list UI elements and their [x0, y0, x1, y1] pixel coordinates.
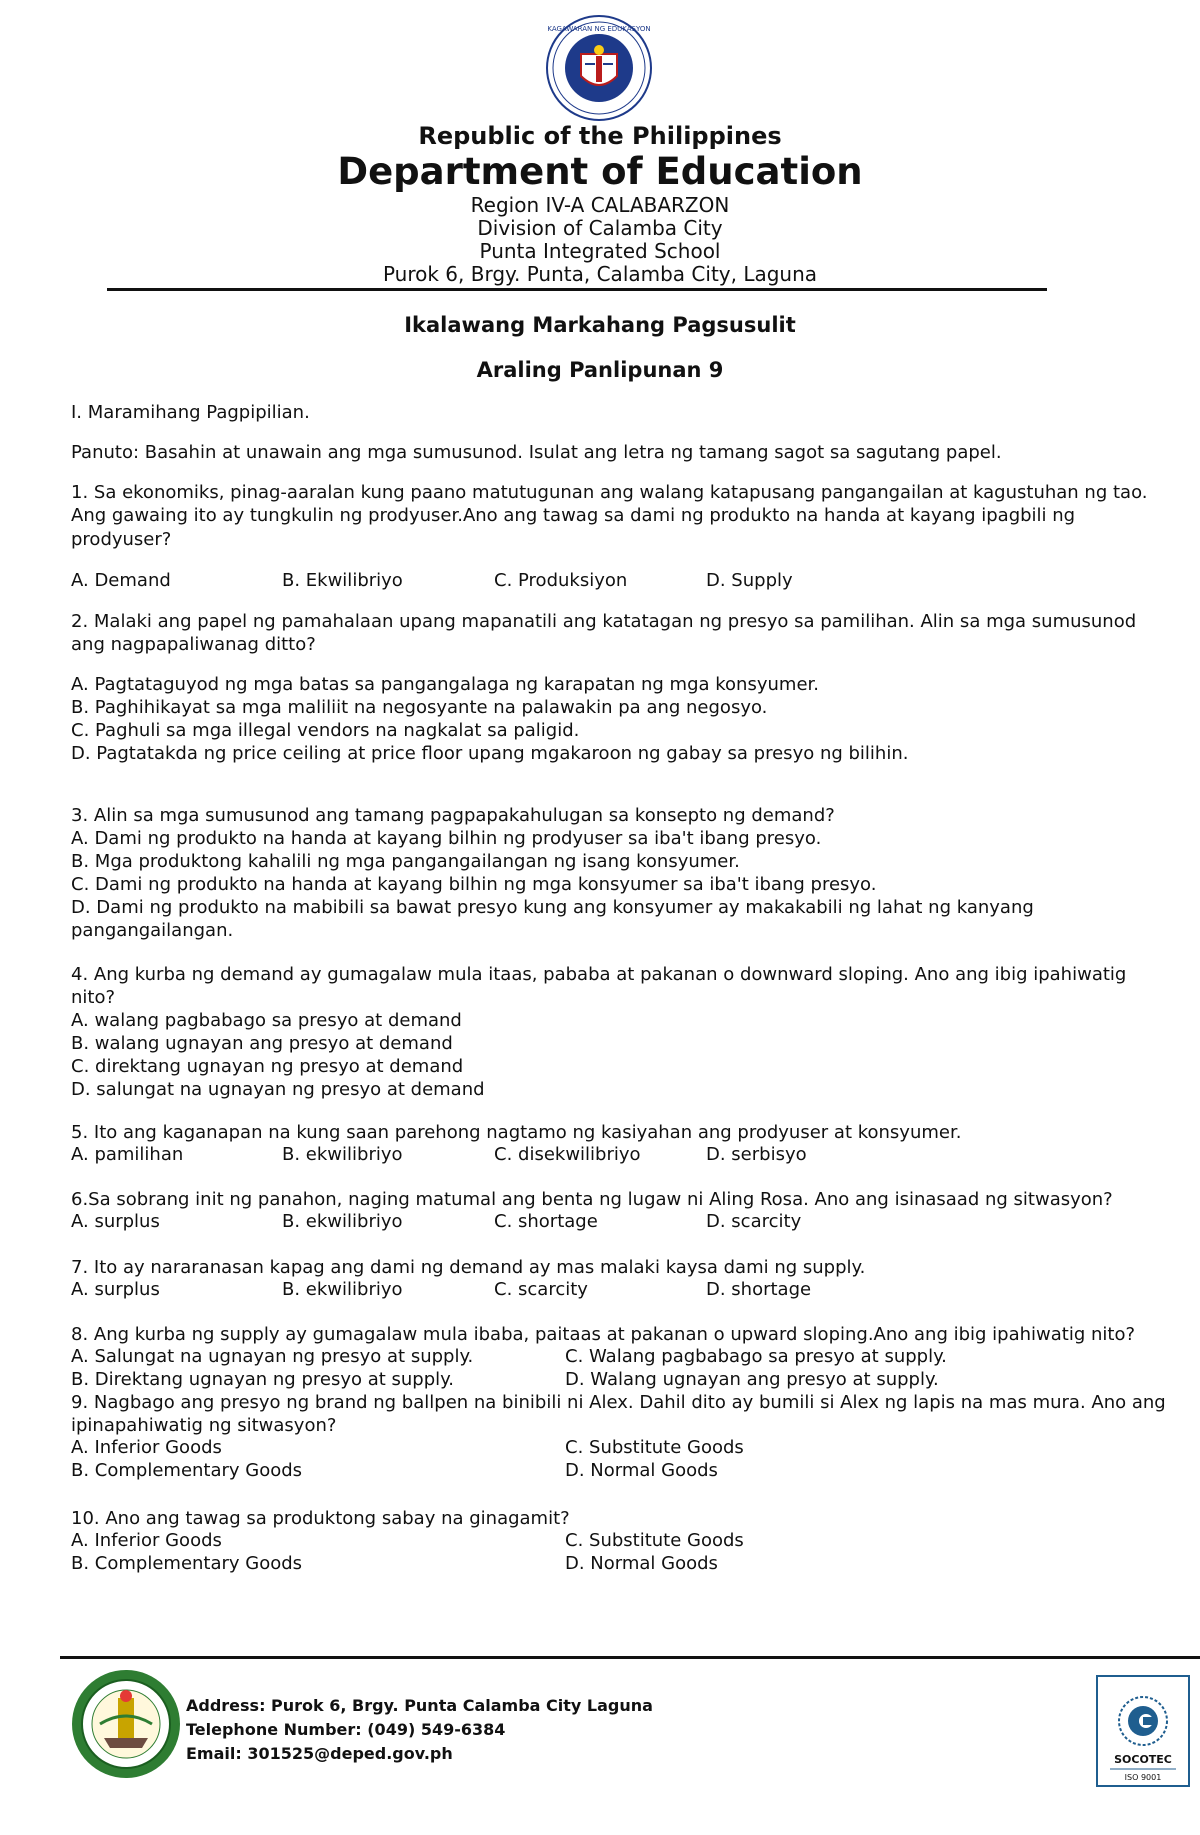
- deped-seal-logo: [545, 14, 653, 122]
- q9-choice-c: C. Substitute Goods: [565, 1437, 744, 1458]
- question-4-line-2: nito?: [71, 987, 116, 1008]
- iso-certification-badge: [1096, 1675, 1190, 1787]
- question-4-line-5: C. direktang ugnayan ng presyo at demand: [71, 1056, 464, 1077]
- q6-choice-c: C. shortage: [494, 1211, 598, 1232]
- q5-choice-a: A. pamilihan: [71, 1144, 184, 1165]
- q2-choice-c: C. Paghuli sa mga illegal vendors na nagkalat sa paligid.: [71, 720, 580, 741]
- question-6-stem: 6.Sa sobrang init ng panahon, naging matumal ang benta ng lugaw ni Aling Rosa. Ano ang isinasaad ng sitwasyon?: [71, 1189, 1113, 1210]
- footer-telephone: Telephone Number: (049) 549-6384: [186, 1720, 506, 1739]
- q7-choice-d: D. shortage: [706, 1279, 812, 1300]
- q6-choice-a: A. surplus: [71, 1211, 160, 1232]
- question-1-line-2: Ang gawaing ito ay tungkulin ng prodyuser.Ano ang tawag sa dami ng produkto na handa at kayang ipagbili ng: [71, 505, 1076, 526]
- footer-divider: [60, 1656, 1200, 1659]
- q8-choice-d: D. Walang ugnayan ang presyo at supply.: [565, 1369, 939, 1390]
- footer-address: Address: Purok 6, Brgy. Punta Calamba City Laguna: [186, 1696, 653, 1715]
- q9-choice-d: D. Normal Goods: [565, 1460, 718, 1481]
- school-line: Punta Integrated School: [479, 239, 721, 263]
- q2-choice-a: A. Pagtataguyod ng mga batas sa pangangalaga ng karapatan ng mga konsyumer.: [71, 674, 819, 695]
- question-3-line-4: C. Dami ng produkto na handa at kayang bilhin ng mga konsyumer sa iba't ibang presyo.: [71, 874, 877, 895]
- question-9-line-2: ipinapahiwatig ng sitwasyon?: [71, 1415, 337, 1436]
- question-8-stem: 8. Ang kurba ng supply ay gumagalaw mula ibaba, paitaas at pakanan o upward sloping.Ano ang ibig ipahiwatig nito?: [71, 1324, 1136, 1345]
- q10-choice-d: D. Normal Goods: [565, 1553, 718, 1574]
- q2-choice-b: B. Paghihikayat sa mga maliliit na negosyante na palawakin pa ang negosyo.: [71, 697, 768, 718]
- q1-choice-c: C. Produksiyon: [494, 570, 628, 591]
- q2-choice-d: D. Pagtatakda ng price ceiling at price floor upang mgakaroon ng gabay sa presyo ng bilihin.: [71, 743, 909, 764]
- q7-choice-a: A. surplus: [71, 1279, 160, 1300]
- question-3-line-2: A. Dami ng produkto na handa at kayang bilhin ng prodyuser sa iba't ibang presyo.: [71, 828, 822, 849]
- region-line: Region IV-A CALABARZON: [470, 193, 730, 217]
- question-10-stem: 10. Ano ang tawag sa produktong sabay na ginagamit?: [71, 1508, 570, 1529]
- question-4-line-3: A. walang pagbabago sa presyo at demand: [71, 1010, 462, 1031]
- question-9-line-1: 9. Nagbago ang presyo ng brand ng ballpen na binibili ni Alex. Dahil dito ay bumili si Alex ng lapis na mas mura. Ano ang: [71, 1392, 1166, 1413]
- svg-text:KAGAWARAN NG EDUKASYON: KAGAWARAN NG EDUKASYON: [547, 25, 651, 33]
- q1-choice-a: A. Demand: [71, 570, 171, 591]
- q10-choice-c: C. Substitute Goods: [565, 1530, 744, 1551]
- question-3-line-1: 3. Alin sa mga sumusunod ang tamang pagpapakahulugan sa konsepto ng demand?: [71, 805, 835, 826]
- q6-choice-b: B. ekwilibriyo: [282, 1211, 403, 1232]
- question-2-line-2: ang nagpapaliwanag ditto?: [71, 634, 316, 655]
- department-heading: Department of Education: [337, 150, 863, 193]
- q9-choice-b: B. Complementary Goods: [71, 1460, 303, 1481]
- q9-choice-a: A. Inferior Goods: [71, 1437, 222, 1458]
- question-3-line-5: D. Dami ng produkto na mabibili sa bawat presyo kung ang konsyumer ay makakabili ng lahat ng kanyang: [71, 897, 1034, 918]
- q6-choice-d: D. scarcity: [706, 1211, 802, 1232]
- q1-choice-b: B. Ekwilibriyo: [282, 570, 403, 591]
- question-3-line-3: B. Mga produktong kahalili ng mga pangangailangan ng isang konsyumer.: [71, 851, 740, 872]
- q10-choice-a: A. Inferior Goods: [71, 1530, 222, 1551]
- address-line: Purok 6, Brgy. Punta, Calamba City, Laguna: [382, 262, 818, 286]
- exam-title: Ikalawang Markahang Pagsusulit: [404, 313, 796, 337]
- question-4-line-1: 4. Ang kurba ng demand ay gumagalaw mula itaas, pababa at pakanan o downward sloping. Ano ang ibig ipahiwatig: [71, 964, 1127, 985]
- part-label: I. Maramihang Pagpipilian.: [71, 402, 310, 423]
- q7-choice-c: C. scarcity: [494, 1279, 588, 1300]
- socotec-logo-icon: [1098, 1677, 1188, 1785]
- question-5-stem: 5. Ito ang kaganapan na kung saan parehong nagtamo ng kasiyahan ang prodyuser at konsyumer.: [71, 1122, 962, 1143]
- question-7-stem: 7. Ito ay nararanasan kapag ang dami ng demand ay mas malaki kaysa dami ng supply.: [71, 1257, 866, 1278]
- q8-choice-c: C. Walang pagbabago sa presyo at supply.: [565, 1346, 947, 1367]
- iso-standard: ISO 9001: [1124, 1773, 1162, 1782]
- q5-choice-b: B. ekwilibriyo: [282, 1144, 403, 1165]
- question-1-line-1: 1. Sa ekonomiks, pinag-aaralan kung paano matutugunan ang walang katapusang pangangailan at kagustuhan ng tao.: [71, 482, 1148, 503]
- q8-choice-b: B. Direktang ugnayan ng presyo at supply.: [71, 1369, 454, 1390]
- q5-choice-c: C. disekwilibriyo: [494, 1144, 641, 1165]
- school-logo: [70, 1668, 182, 1780]
- q10-choice-b: B. Complementary Goods: [71, 1553, 303, 1574]
- header-divider: [107, 288, 1047, 291]
- question-3-line-6: pangangailangan.: [71, 920, 234, 941]
- q7-choice-b: B. ekwilibriyo: [282, 1279, 403, 1300]
- iso-brand: SOCOTEC: [1114, 1753, 1172, 1766]
- subject-title: Araling Panlipunan 9: [476, 358, 724, 382]
- instructions: Panuto: Basahin at unawain ang mga sumusunod. Isulat ang letra ng tamang sagot sa sagutang papel.: [71, 442, 1002, 463]
- q1-choice-d: D. Supply: [706, 570, 793, 591]
- footer-email: Email: 301525@deped.gov.ph: [186, 1744, 453, 1763]
- question-4-line-4: B. walang ugnayan ang presyo at demand: [71, 1033, 453, 1054]
- q8-choice-a: A. Salungat na ugnayan ng presyo at supply.: [71, 1346, 474, 1367]
- republic-heading: Republic of the Philippines: [418, 122, 782, 150]
- question-1-line-3: prodyuser?: [71, 529, 172, 550]
- division-line: Division of Calamba City: [477, 216, 723, 240]
- question-2-line-1: 2. Malaki ang papel ng pamahalaan upang mapanatili ang katatagan ng presyo sa pamilihan. Alin sa mga sumusunod: [71, 611, 1137, 632]
- question-4-line-6: D. salungat na ugnayan ng presyo at demand: [71, 1079, 485, 1100]
- q5-choice-d: D. serbisyo: [706, 1144, 807, 1165]
